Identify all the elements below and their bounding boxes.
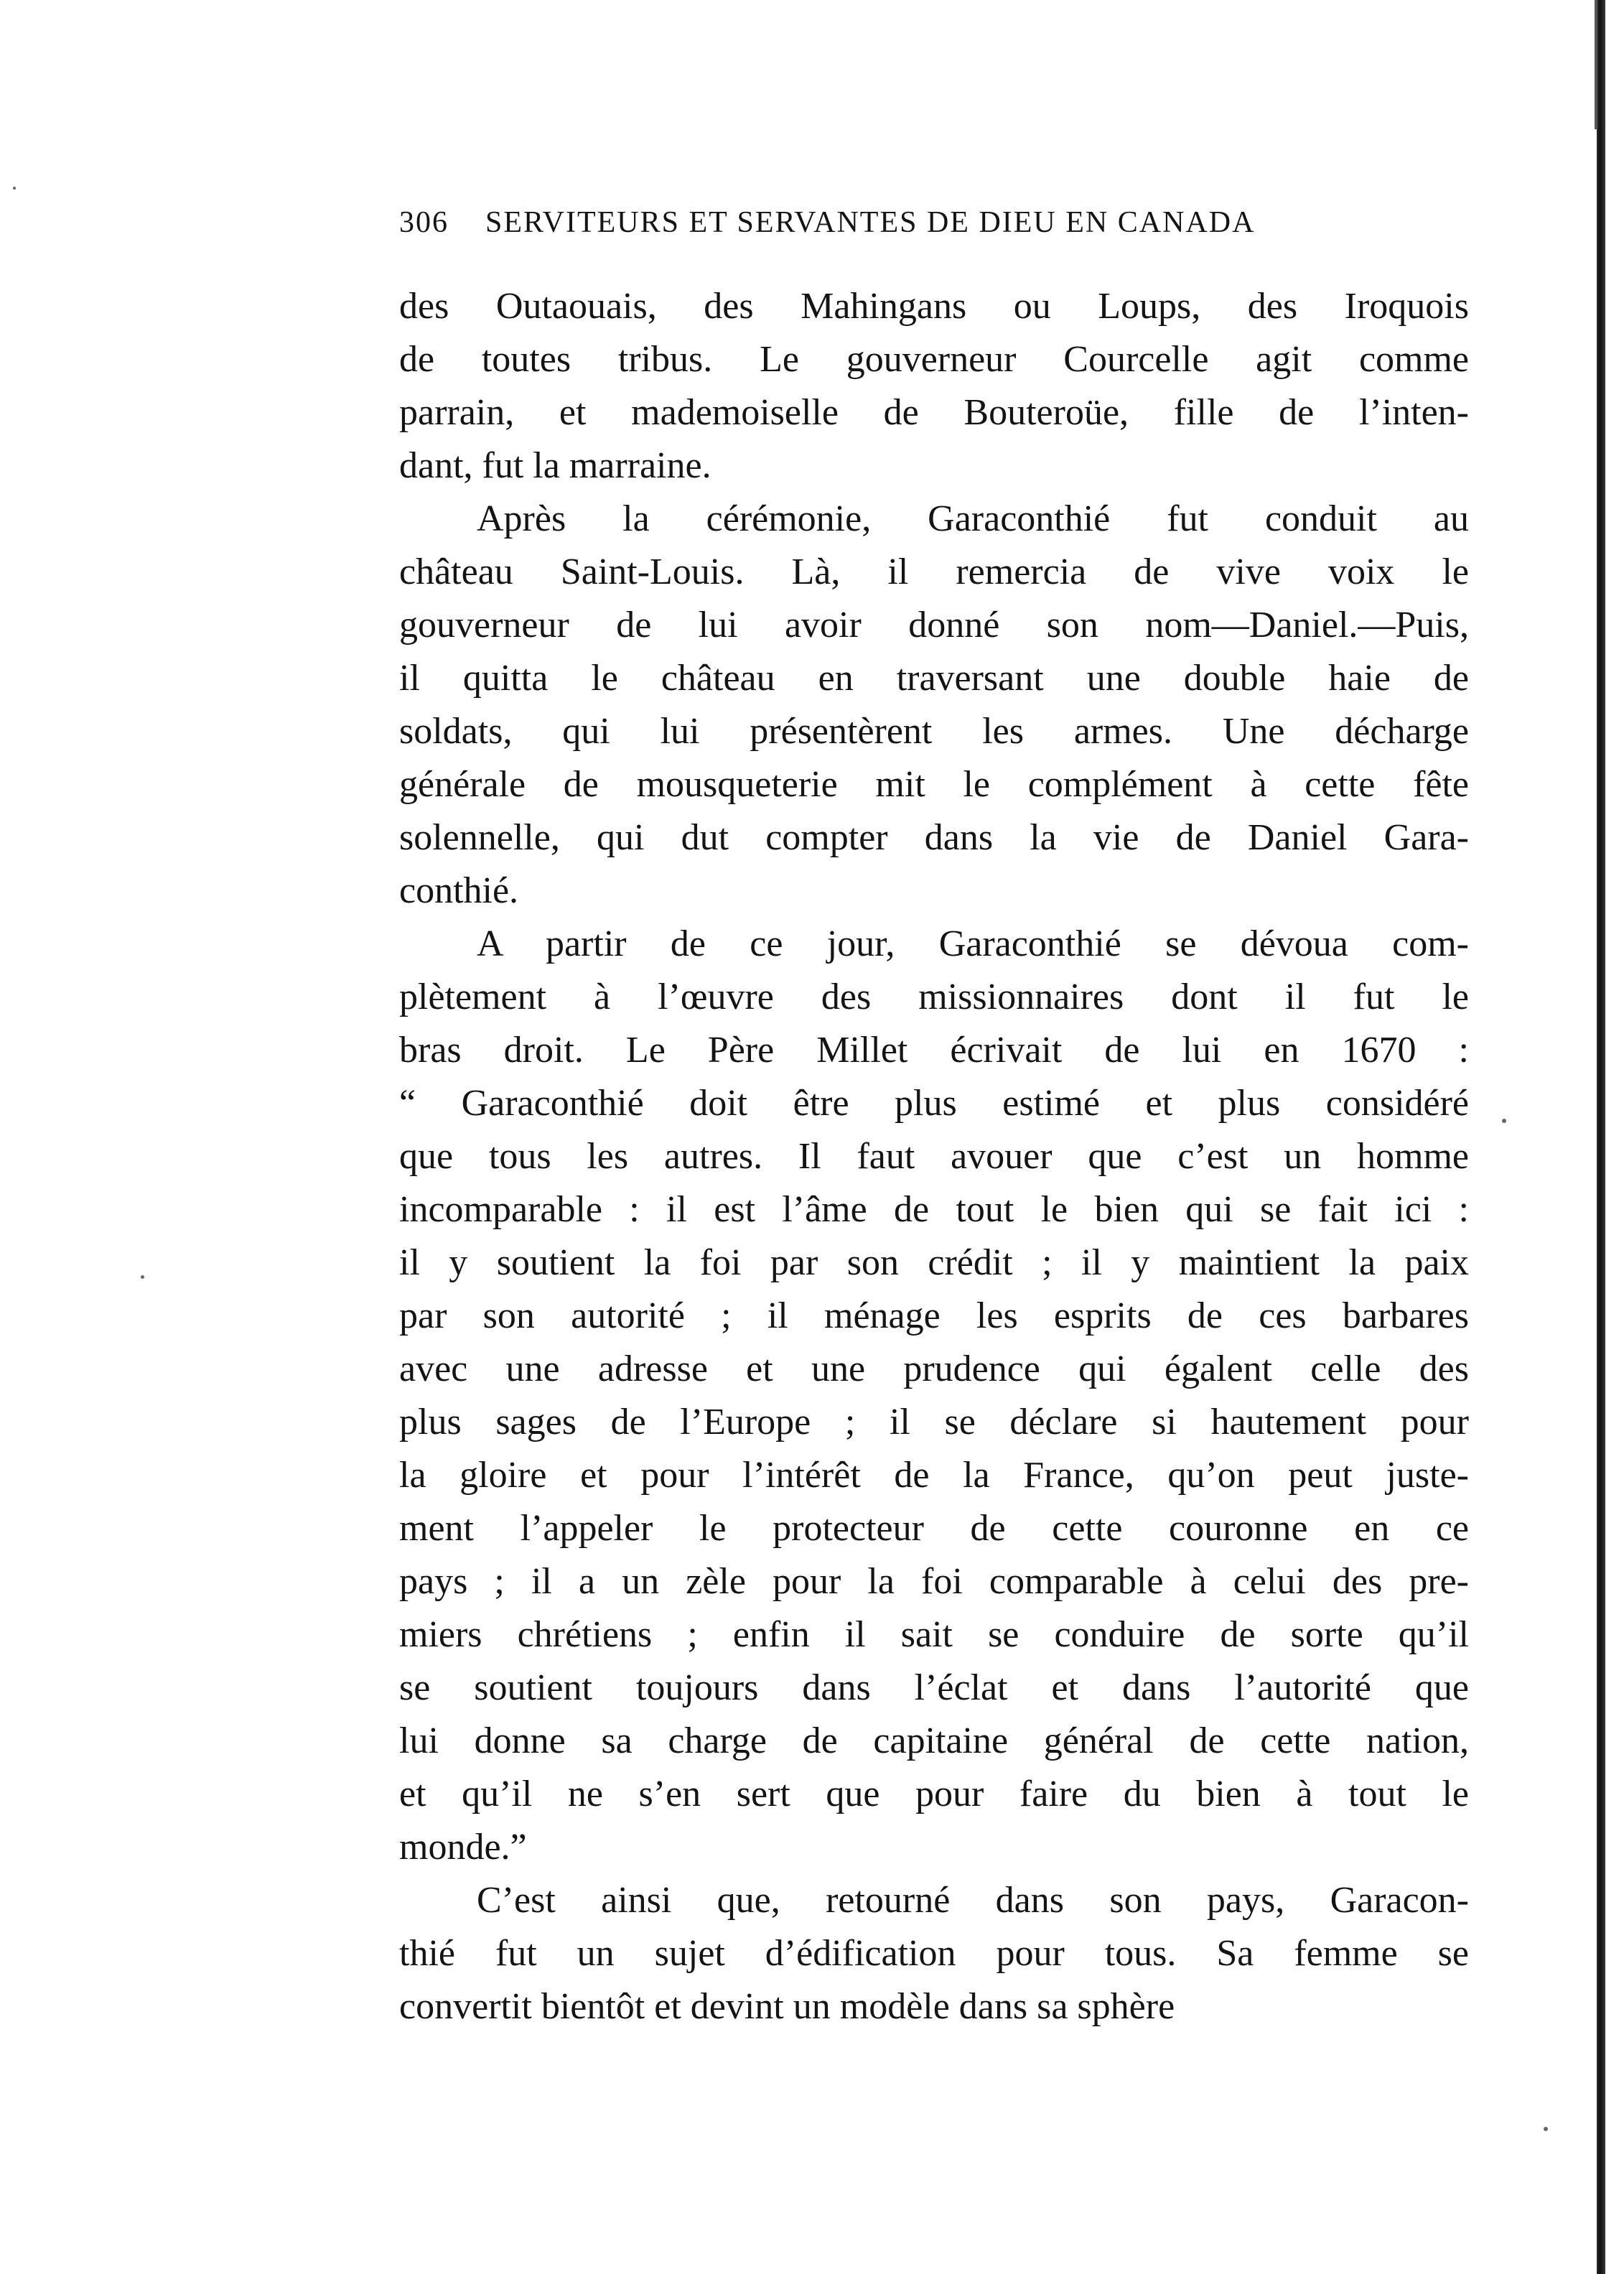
text-line: parrain, et mademoiselle de Bouteroüe, fille de l’inten- bbox=[399, 392, 1469, 433]
text-line: bras droit. Le Père Millet écrivait de lui en 1670 : bbox=[399, 1030, 1469, 1071]
text-line: il quitta le château en traversant une double haie de bbox=[399, 658, 1469, 699]
text-line: lui donne sa charge de capitaine général de cette nation, bbox=[399, 1720, 1469, 1761]
text-line: des Outaouais, des Mahingans ou Loups, des Iroquois bbox=[399, 286, 1469, 327]
text-line: ment l’appeler le protecteur de cette couronne en ce bbox=[399, 1508, 1469, 1549]
text-line: conthié. bbox=[399, 870, 519, 911]
text-line: de toutes tribus. Le gouverneur Courcelle agit comme bbox=[399, 339, 1469, 380]
text-line: soldats, qui lui présentèrent les armes. Une décharge bbox=[399, 711, 1469, 752]
ink-speck bbox=[1544, 2127, 1548, 2131]
page-edge-highlight bbox=[1595, 0, 1597, 129]
text-line: plètement à l’œuvre des missionnaires dont il fut le bbox=[399, 977, 1469, 1017]
text-line: château Saint-Louis. Là, il remercia de vive voix le bbox=[399, 551, 1469, 592]
text-line: il y soutient la foi par son crédit ; il y maintient la paix bbox=[399, 1242, 1469, 1283]
text-line: monde.” bbox=[399, 1827, 527, 1868]
paragraph bbox=[399, 280, 1469, 493]
text-line: par son autorité ; il ménage les esprits de ces barbares bbox=[399, 1295, 1469, 1336]
ink-speck bbox=[13, 187, 16, 190]
ink-speck bbox=[1502, 1119, 1506, 1123]
running-header bbox=[399, 205, 1404, 240]
text-line: se soutient toujours dans l’éclat et dans l’autorité que bbox=[399, 1667, 1469, 1708]
text-line: thié fut un sujet d’édification pour tous. Sa femme se bbox=[399, 1933, 1469, 1974]
text-line: gouverneur de lui avoir donné son nom—Daniel.—Puis, bbox=[399, 605, 1469, 646]
text-line: “ Garaconthié doit être plus estimé et plus considéré bbox=[399, 1083, 1469, 1124]
text-line: Après la cérémonie, Garaconthié fut conduit au bbox=[477, 498, 1469, 539]
paragraph bbox=[399, 1874, 1469, 2033]
paragraph bbox=[399, 493, 1469, 918]
text-line: incomparable : il est l’âme de tout le bien qui se fait ici : bbox=[399, 1189, 1469, 1230]
text-line: dant, fut la marraine. bbox=[399, 445, 711, 486]
text-line: convertit bientôt et devint un modèle dans sa sphère bbox=[399, 1986, 1175, 2027]
text-line: et qu’il ne s’en sert que pour faire du bien à tout le bbox=[399, 1774, 1469, 1814]
text-line: A partir de ce jour, Garaconthié se dévoua com- bbox=[477, 923, 1469, 964]
page-number: 306 bbox=[399, 206, 449, 239]
text-line: solennelle, qui dut compter dans la vie de Daniel Gara- bbox=[399, 817, 1469, 858]
text-line: plus sages de l’Europe ; il se déclare si hautement pour bbox=[399, 1402, 1469, 1443]
ink-speck bbox=[141, 1275, 144, 1279]
body-text bbox=[399, 280, 1469, 2033]
page-edge-shadow bbox=[1597, 0, 1605, 2274]
text-line: C’est ainsi que, retourné dans son pays, Garacon- bbox=[477, 1880, 1469, 1921]
paragraph bbox=[399, 918, 1469, 1874]
text-line: miers chrétiens ; enfin il sait se conduire de sorte qu’il bbox=[399, 1614, 1469, 1655]
text-line: pays ; il a un zèle pour la foi comparable à celui des pre- bbox=[399, 1561, 1469, 1602]
text-line: avec une adresse et une prudence qui égalent celle des bbox=[399, 1348, 1469, 1389]
text-line: que tous les autres. Il faut avouer que c’est un homme bbox=[399, 1136, 1469, 1177]
running-title: SERVITEURS ET SERVANTES DE DIEU EN CANADA bbox=[485, 206, 1256, 239]
text-line: générale de mousqueterie mit le complément à cette fête bbox=[399, 764, 1469, 805]
text-line: la gloire et pour l’intérêt de la France, qu’on peut juste- bbox=[399, 1455, 1469, 1496]
